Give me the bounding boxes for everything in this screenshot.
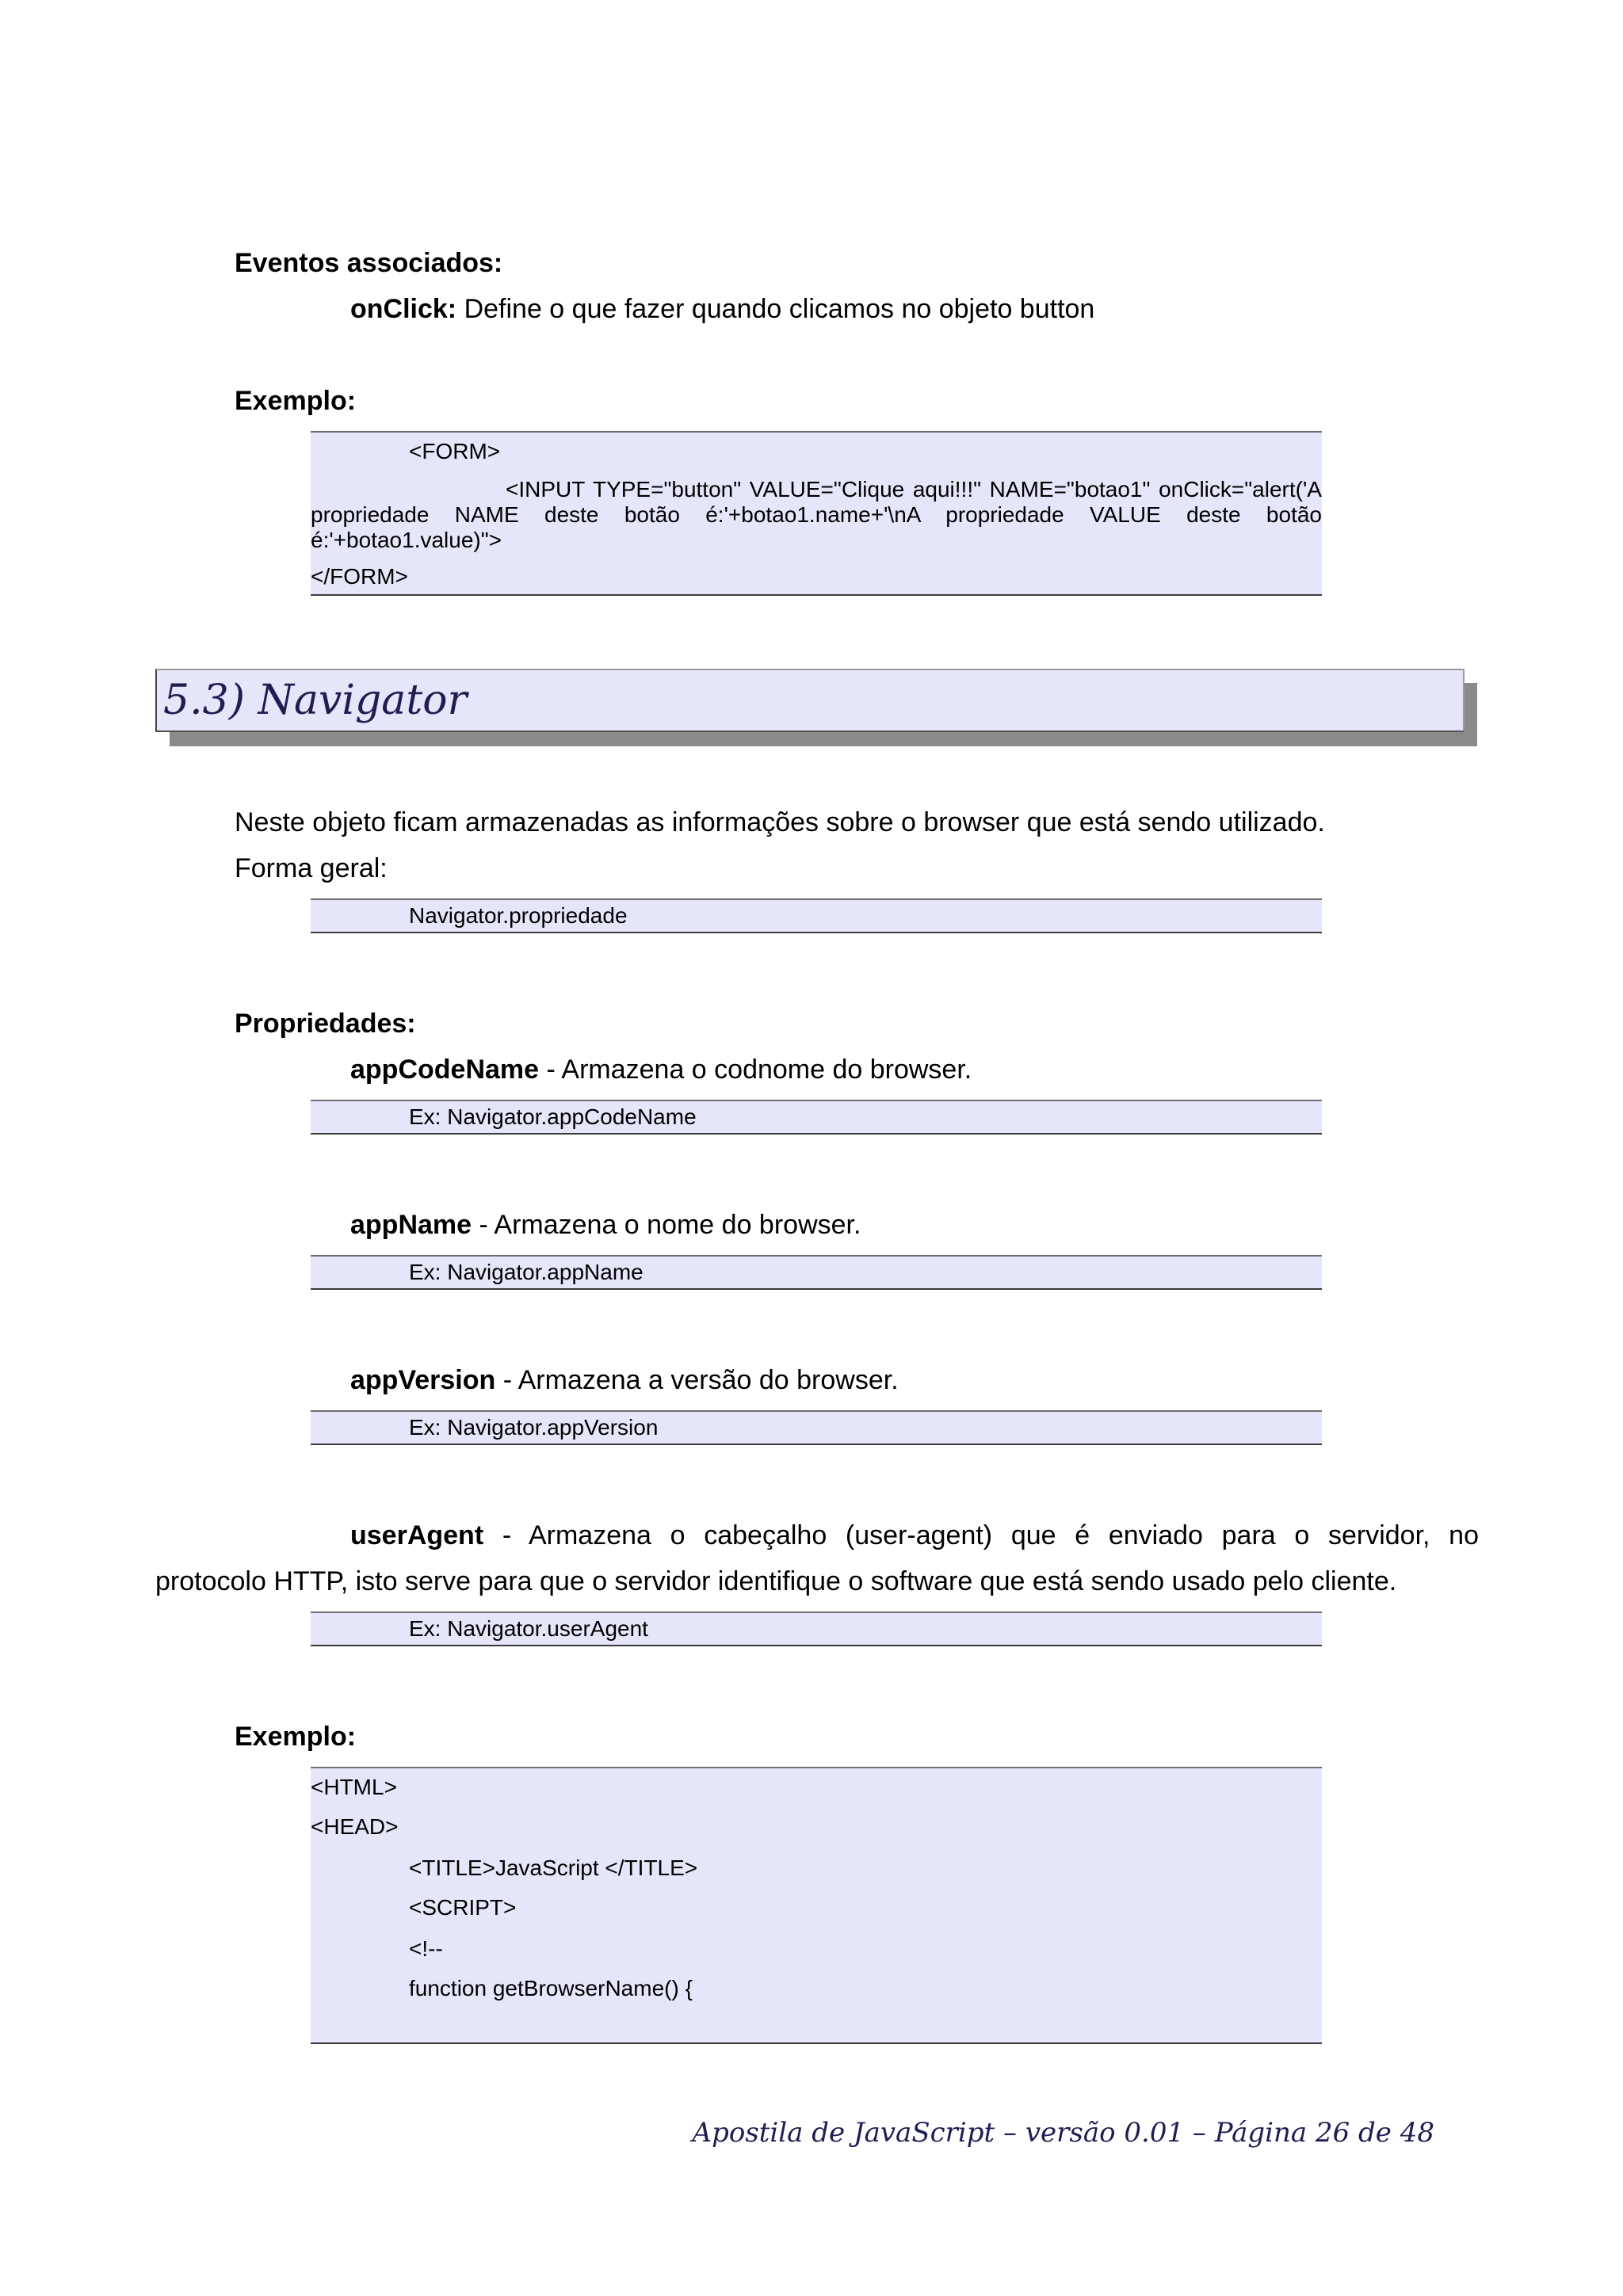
property-term: appName xyxy=(350,1210,472,1240)
onclick-desc: Define o que fazer quando clicamos no objeto button xyxy=(456,294,1095,324)
example2-code-line: <TITLE>JavaScript </TITLE> xyxy=(409,1855,698,1880)
property-appname xyxy=(350,1209,861,1241)
example2-code-line: <!-- xyxy=(409,1936,443,1961)
property-term: appVersion xyxy=(350,1365,496,1395)
example2-code-box xyxy=(311,1767,1322,2044)
onclick-description xyxy=(350,293,1094,325)
appname-example-box xyxy=(311,1255,1322,1290)
example1-code-line: </FORM> xyxy=(311,564,408,589)
syntax-code-box xyxy=(311,898,1322,933)
example1-code-line: <INPUT TYPE="button" VALUE="Clique aqui!!!" NAME="botao1" onClick="alert('A propriedade NAME deste botão é:'+botao1.name+'\nA propriedade VALUE deste botão é:'+botao1.value)"> xyxy=(311,477,1322,552)
appversion-example-box xyxy=(311,1410,1322,1445)
example-code: Ex: Navigator.appVersion xyxy=(409,1415,659,1440)
property-term: userAgent xyxy=(350,1520,484,1550)
intro-text: Neste objeto ficam armazenadas as informações sobre o browser que está sendo utilizado. xyxy=(235,807,1325,837)
onclick-term: onClick: xyxy=(350,294,457,324)
section-title: 5.3) Navigator xyxy=(163,677,468,724)
events-heading: Eventos associados: xyxy=(235,248,503,278)
property-appversion xyxy=(350,1364,899,1396)
appcodename-example-box xyxy=(311,1100,1322,1135)
example-code: Ex: Navigator.userAgent xyxy=(409,1616,648,1641)
property-desc: - Armazena o cabeçalho (user-agent) que é enviado para o servidor, no xyxy=(483,1520,1479,1550)
example2-code-line: <HTML> xyxy=(311,1775,397,1799)
example2-code-line: function getBrowserName() { xyxy=(409,1976,693,2000)
example-code: Ex: Navigator.appName xyxy=(409,1260,643,1284)
property-useragent xyxy=(350,1520,1479,1551)
example2-code-line: <SCRIPT> xyxy=(409,1895,517,1920)
property-desc: - Armazena o nome do browser. xyxy=(472,1210,861,1240)
property-appcodename xyxy=(350,1054,972,1085)
syntax-code: Navigator.propriedade xyxy=(409,903,628,928)
properties-heading: Propriedades: xyxy=(235,1009,416,1039)
property-desc: - Armazena o codnome do browser. xyxy=(539,1055,972,1085)
property-desc: - Armazena a versão do browser. xyxy=(495,1365,899,1395)
property-term: appCodeName xyxy=(350,1055,540,1085)
forma-geral-label: Forma geral: xyxy=(235,853,388,883)
example1-code-box xyxy=(311,431,1322,596)
example1-heading: Exemplo: xyxy=(235,386,357,416)
example1-code-line: <FORM> xyxy=(409,439,501,463)
example2-heading: Exemplo: xyxy=(235,1722,357,1752)
page-footer: Apostila de JavaScript – versão 0.01 – Página 26 de 48 xyxy=(692,2117,1434,2149)
example2-code-line: <HEAD> xyxy=(311,1814,399,1839)
useragent-example-box xyxy=(311,1611,1322,1646)
useragent-desc-continued: protocolo HTTP, isto serve para que o servidor identifique o software que está sendo usado pelo cliente. xyxy=(155,1566,1397,1596)
example-code: Ex: Navigator.appCodeName xyxy=(409,1104,697,1129)
